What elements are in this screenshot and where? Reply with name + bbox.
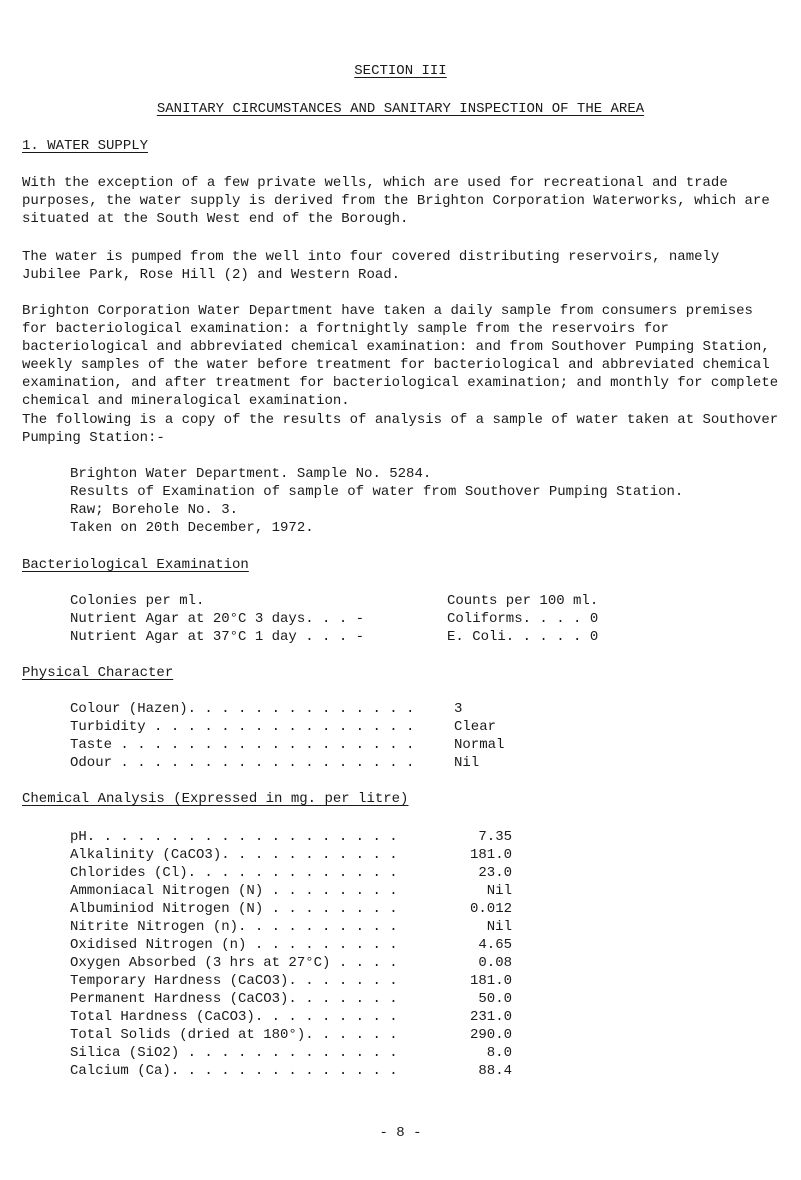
main-heading: SANITARY CIRCUMSTANCES AND SANITARY INSPECTION OF THE AREA — [156, 101, 645, 117]
sample-info-line: Raw; Borehole No. 3. — [70, 502, 239, 518]
physical-value: Nil — [454, 755, 480, 771]
chemical-label: Ammoniacal Nitrogen (N) . . . . . . . . — [70, 883, 398, 899]
physical-label: Odour . . . . . . . . . . . . . . . . . . — [70, 755, 415, 771]
page-number: - 8 - — [379, 1125, 422, 1141]
physical-heading: Physical Character — [22, 665, 174, 681]
chemical-label: Albuminiod Nitrogen (N) . . . . . . . . — [70, 901, 398, 917]
chemical-value: Nil — [486, 883, 512, 899]
section-title: SECTION III — [354, 63, 447, 79]
chemical-label: Permanent Hardness (CaCO3). . . . . . . — [70, 991, 398, 1007]
chemical-label: Calcium (Ca). . . . . . . . . . . . . . — [70, 1063, 398, 1079]
chemical-label: Total Solids (dried at 180°). . . . . . — [70, 1027, 398, 1043]
chemical-value: 23.0 — [478, 865, 512, 881]
chemical-label: Oxidised Nitrogen (n) . . . . . . . . . — [70, 937, 398, 953]
paragraph-2: The water is pumped from the well into four covered distributing reservoirs, namely Jubilee Park, Rose Hill (2) and Western Road. — [22, 249, 720, 283]
bacteriological-row-right: E. Coli. . . . . 0 — [447, 629, 599, 645]
physical-value: Normal — [454, 737, 505, 753]
sample-info-line: Brighton Water Department. Sample No. 5284. — [70, 466, 432, 482]
chemical-heading: Chemical Analysis (Expressed in mg. per litre) — [22, 791, 409, 807]
sample-info-line: Taken on 20th December, 1972. — [70, 520, 314, 536]
chemical-value: 231.0 — [469, 1009, 512, 1025]
chemical-label: Nitrite Nitrogen (n). . . . . . . . . . — [70, 919, 398, 935]
paragraph-3: Brighton Corporation Water Department have taken a daily sample from consumers premises for bacteriological examination: a fortnightly sample from the reservoirs for bacteriological and abbreviated chemical examination: and from Southover Pumping Station, weekly samples of the water before treatment for bacteriological and abbreviated chemical examination, and after treatment for bacteriological examination; and monthly for complete chemical and mineralogical examination. — [22, 303, 779, 409]
sample-info-line: Results of Examination of sample of water from Southover Pumping Station. — [70, 484, 684, 500]
bacteriological-row-left: Nutrient Agar at 20°C 3 days. . . - — [70, 611, 365, 627]
colonies-header: Colonies per ml. — [70, 593, 205, 609]
physical-value: Clear — [454, 719, 497, 735]
physical-value: 3 — [454, 701, 463, 717]
chemical-label: Oxygen Absorbed (3 hrs at 27°C) . . . . — [70, 955, 398, 971]
physical-label: Taste . . . . . . . . . . . . . . . . . . — [70, 737, 415, 753]
chemical-value: 181.0 — [469, 973, 512, 989]
chemical-label: Temporary Hardness (CaCO3). . . . . . . — [70, 973, 398, 989]
chemical-value: 0.08 — [478, 955, 512, 971]
counts-header: Counts per 100 ml. — [447, 593, 599, 609]
chemical-label: Silica (SiO2) . . . . . . . . . . . . . — [70, 1045, 398, 1061]
bacteriological-row-left: Nutrient Agar at 37°C 1 day . . . - — [70, 629, 365, 645]
paragraph-4: The following is a copy of the results of analysis of a sample of water taken at Southover Pumping Station:- — [22, 412, 779, 446]
chemical-value: 88.4 — [478, 1063, 512, 1079]
chemical-value: 8.0 — [486, 1045, 512, 1061]
chemical-label: Total Hardness (CaCO3). . . . . . . . . — [70, 1009, 398, 1025]
chemical-value: 290.0 — [469, 1027, 512, 1043]
chemical-value: 0.012 — [469, 901, 512, 917]
chemical-value: 50.0 — [478, 991, 512, 1007]
chemical-value: 7.35 — [478, 829, 512, 845]
physical-label: Colour (Hazen). . . . . . . . . . . . . . — [70, 701, 415, 717]
water-supply-heading: 1. WATER SUPPLY — [22, 138, 149, 154]
bacteriological-row-right: Coliforms. . . . 0 — [447, 611, 599, 627]
chemical-value: 4.65 — [478, 937, 512, 953]
chemical-label: Alkalinity (CaCO3). . . . . . . . . . . — [70, 847, 398, 863]
chemical-value: Nil — [486, 919, 512, 935]
chemical-value: 181.0 — [469, 847, 512, 863]
bacteriological-heading: Bacteriological Examination — [22, 557, 249, 573]
chemical-label: Chlorides (Cl). . . . . . . . . . . . . — [70, 865, 398, 881]
chemical-label: pH. . . . . . . . . . . . . . . . . . . — [70, 829, 398, 845]
paragraph-1: With the exception of a few private wells, which are used for recreational and trade purposes, the water supply is derived from the Brighton Corporation Waterworks, which are situated at the South West end of the Borough. — [22, 175, 770, 227]
physical-label: Turbidity . . . . . . . . . . . . . . . . — [70, 719, 415, 735]
